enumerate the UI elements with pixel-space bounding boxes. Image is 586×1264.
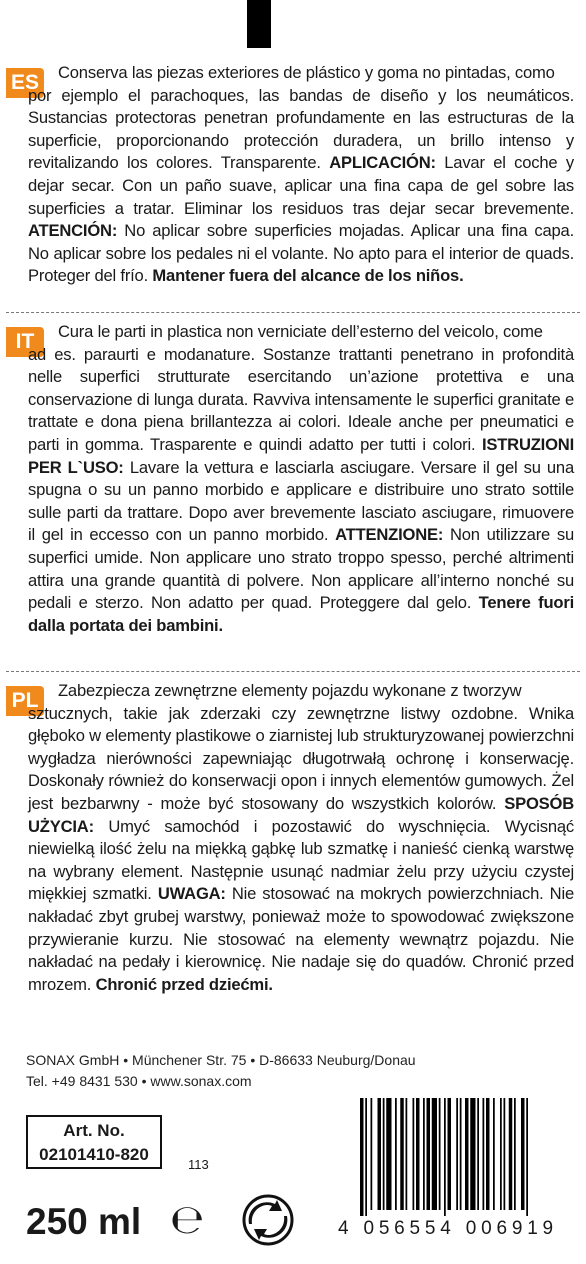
text-it-p4: Non utilizzare su superfici umide. Non applicare uno strato troppo spesso, perché altrimenti attira una grande quantità di polvere. Non applicare all’interno nonché su pedali e sterzo. Non adatto per quad. Proteggere dal gelo. (28, 525, 574, 613)
barcode-bar (395, 1098, 397, 1210)
barcode-bar (456, 1098, 458, 1210)
barcode-bar (486, 1098, 490, 1210)
barcode-bar (493, 1098, 495, 1210)
barcode-icon (358, 1098, 584, 1216)
barcode-bar (477, 1098, 479, 1210)
text-es-p4: No aplicar sobre superficies mojadas. Aplicar una fina capa. No aplicar sobre los pedales ni el volante. No apto para el interior de quads. Proteger del frío. (28, 221, 574, 286)
company-contact: Tel. +49 8431 530 • www.sonax.com (26, 1073, 252, 1089)
divider (6, 671, 580, 672)
estimated-sign: ℮ (170, 1197, 205, 1243)
text-it-b3: Tenere fuori dalla portata dei bambini. (28, 593, 574, 635)
barcode-bar (439, 1098, 441, 1210)
barcode-bar (416, 1098, 420, 1210)
barcode-bar (509, 1098, 513, 1210)
text-es-b1: APLICACIÓN: (329, 153, 436, 173)
text-es-p3: Lavar el coche y dejar secar. Con un paño suave, aplicar una fina capa de gel sobre las superficies a tratar. Eliminar los residuos tras dejar secar brevemente. (28, 153, 575, 218)
barcode-bar (483, 1098, 485, 1210)
article-number-box (26, 1115, 162, 1169)
article-label: Art. No. (63, 1121, 125, 1140)
text-it-p2: ad es. paraurti e modanature. Sostanze trattanti penetrano in profondità nelle superfici strutturate esercitando un’azione protettiva e una conservazione di lunga durata. Ravviva intensamente le superfici granitate e trattate e dona piena brillantezza ai colori. Ideale anche per pneumatici e parti in gomma. Trasparente e quindi adatto per tutti i colori. (28, 344, 574, 454)
company-address: SONAX GmbH • Münchener Str. 75 • D-86633 Neuburg/Donau (26, 1052, 416, 1068)
top-bar-mark (247, 0, 271, 48)
text-pl-p2: sztucznych, takie jak zderzaki czy zewnętrzne listwy ozdobne. Wnika głęboko w elementy plastikowe o ziarnistej lub strukturyzowanej powierzchni wygładza nierówności zapewniając długotrwałą ochronę i konserwację. Doskonały również do konserwacji opon i innych elementów gumowych. Żel jest bezbarwny - może być stosowany do wszystkich kolorów. (28, 703, 574, 813)
barcode-bar (378, 1098, 382, 1210)
barcode-bar (423, 1098, 425, 1210)
code-113: 113 (188, 1157, 209, 1172)
text-it-p1: Cura le parti in plastica non verniciate dell’esterno del veicolo, come (58, 322, 543, 341)
text-it-b2: ATTENZIONE: (335, 525, 444, 545)
barcode-bar (526, 1098, 528, 1216)
barcode-bar (460, 1098, 462, 1210)
barcode-bar (465, 1098, 469, 1210)
barcode-bar (521, 1098, 525, 1210)
barcode-bar (400, 1098, 404, 1210)
text-pl-p4: Nie stosować na mokrych powierzchniach. Nie nakładać zbyt grubej warstwy, ponieważ może to spowodować zwiększone przywieranie kurzu. Nie stosować na elementy wewnątrz pojazdu. Nie nakładać na pedały i kierownicę. Nie nadaje się do quadów. Chronić przed mrozem. (28, 884, 574, 994)
divider (6, 312, 580, 313)
text-es-p2: por ejemplo el parachoques, las bandas de diseño y los neumáticos. Sustancias protectoras penetran profundamente en las estructuras de la superficie, proporcionando protección duradera, un brillo intenso y revitalizando los colores. Transparente. (28, 85, 574, 173)
barcode-bar (470, 1098, 475, 1210)
lang-badge-es: ES (6, 68, 44, 98)
barcode-bar (413, 1098, 415, 1210)
barcode-bar (371, 1098, 373, 1210)
barcode-bar (504, 1098, 506, 1210)
text-pl-b3: Chronić przed dziećmi. (95, 974, 273, 994)
text-it-b1: ISTRUZIONI PER L`USO: (28, 434, 574, 477)
text-pl-p3: Umyć samochód i pozostawić do wyschnięcia. Wycisnąć niewielką ilość żelu na miękką gąbkę lub szmatkę i nanieść cienką warstwę na wybrany element. Następnie usunąć nadmiar żelu przy użyciu czystej miękkiej szmatki. (28, 816, 574, 904)
barcode-bar (386, 1098, 391, 1210)
article-number: 02101410-820 (39, 1145, 149, 1164)
text-es-b3: Mantener fuera del alcance de los niños. (152, 266, 464, 286)
text-es-b2: ATENCIÓN: (28, 221, 118, 241)
lang-badge-pl: PL (6, 686, 44, 716)
barcode-bar (360, 1098, 364, 1216)
text-pl-p1: Zabezpiecza zewnętrzne elementy pojazdu wykonane z tworzyw (58, 681, 522, 700)
barcode-bar (406, 1098, 408, 1210)
barcode-bar (383, 1098, 385, 1210)
barcode-bar (500, 1098, 502, 1210)
barcode-bar (365, 1098, 367, 1216)
text-pl (28, 680, 574, 996)
text-es (28, 62, 574, 288)
barcode-bar (427, 1098, 431, 1210)
barcode-bar (444, 1098, 446, 1216)
text-it (28, 321, 574, 637)
green-dot-icon (242, 1194, 294, 1246)
text-es-p1: Conserva las piezas exteriores de plástico y goma no pintadas, como (58, 63, 555, 82)
lang-badge-it: IT (6, 327, 44, 357)
barcode-bar (514, 1098, 516, 1210)
volume: 250 ml (26, 1201, 142, 1242)
text-pl-b1: SPOSÓB UŻYCIA: (28, 793, 575, 836)
barcode-bar (448, 1098, 452, 1210)
text-it-p3: Lavare la vettura e lasciarla asciugare. Versare il gel su una spugna o su un panno morbido e applicare e distribuire uno strato sottile sulle parti da trattare. Dopo aver brevemente lasciato asciugare, rimuovere il gel in eccesso con un panno morbido. (28, 457, 574, 545)
text-pl-b2: UWAGA: (157, 884, 226, 904)
barcode-bar (432, 1098, 437, 1210)
barcode-number: 4 056554 006919 (338, 1218, 558, 1239)
